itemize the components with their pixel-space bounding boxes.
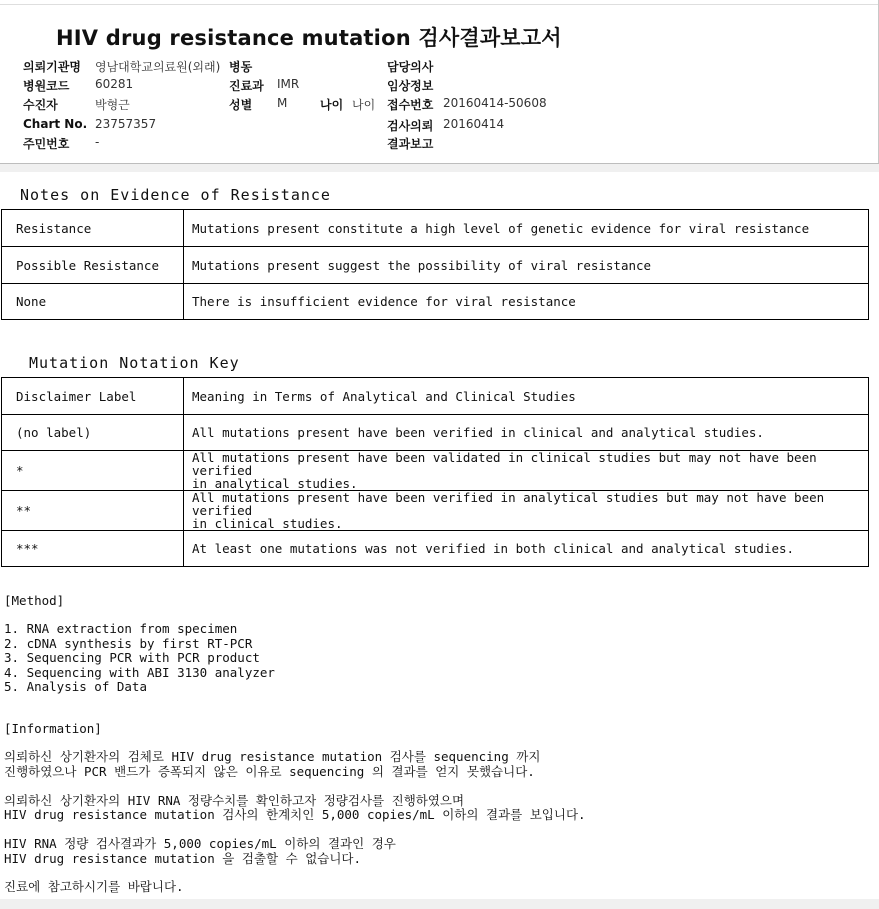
key-header-text: Meaning in Terms of Analytical and Clinical Studies bbox=[184, 378, 869, 415]
method-heading: [Method] bbox=[4, 593, 65, 608]
notes-text-cell: Mutations present suggest the possibility of viral resistance bbox=[184, 247, 869, 284]
information-heading: [Information] bbox=[4, 721, 102, 736]
key-label-cell: * bbox=[2, 451, 184, 491]
header-top-divider bbox=[0, 4, 879, 5]
request-date-label: 검사의뢰 bbox=[387, 119, 434, 133]
method-item: 3. Sequencing PCR with PCR product bbox=[4, 650, 260, 665]
key-text-line: All mutations present have been validated in clinical studies but may not have been verified bbox=[192, 450, 817, 478]
table-row bbox=[2, 531, 869, 567]
table-row bbox=[2, 415, 869, 451]
report-title: HIV drug resistance mutation 검사결과보고서 bbox=[56, 26, 562, 50]
request-date-value: 20160414 bbox=[443, 117, 505, 131]
info-closing-line: 진료에 참고하시기를 바랍니다. bbox=[4, 879, 184, 894]
receipt-no-label: 접수번호 bbox=[387, 98, 434, 112]
key-text-line: in analytical studies. bbox=[192, 476, 358, 491]
doctor-label: 담당의사 bbox=[387, 60, 434, 74]
table-row bbox=[2, 210, 869, 247]
table-row bbox=[2, 284, 869, 320]
notes-table bbox=[1, 209, 869, 320]
hospital-code-label: 병원코드 bbox=[23, 79, 70, 93]
chart-no-label: Chart No. bbox=[23, 117, 88, 131]
age-label: 나이 bbox=[320, 98, 344, 112]
department-label: 진료과 bbox=[229, 79, 264, 93]
age-value: 나이 bbox=[352, 98, 376, 112]
info-paragraph-line: 의뢰하신 상기환자의 HIV RNA 정량수치를 확인하고자 정량검사를 진행하였으며 bbox=[4, 793, 465, 808]
info-paragraph-line: HIV drug resistance mutation 검사의 한계치인 5,000 copies/mL 이하의 결과를 보입니다. bbox=[4, 807, 586, 822]
key-header-label: Disclaimer Label bbox=[2, 378, 184, 415]
report-label: 결과보고 bbox=[387, 137, 434, 151]
notes-section-title: Notes on Evidence of Resistance bbox=[20, 186, 331, 204]
sex-label: 성별 bbox=[229, 98, 253, 112]
table-row bbox=[2, 451, 869, 491]
ward-label: 병동 bbox=[229, 60, 253, 74]
notation-key-table bbox=[1, 377, 869, 567]
resident-no-value: - bbox=[95, 135, 100, 149]
receipt-no-value: 20160414-50608 bbox=[443, 96, 547, 110]
key-text-cell bbox=[184, 491, 869, 531]
key-text-cell: At least one mutations was not verified in both clinical and analytical studies. bbox=[184, 531, 869, 567]
notes-text-cell: There is insufficient evidence for viral resistance bbox=[184, 284, 869, 320]
notes-label-cell: Resistance bbox=[2, 210, 184, 247]
notes-label-cell: Possible Resistance bbox=[2, 247, 184, 284]
key-label-cell: (no label) bbox=[2, 415, 184, 451]
table-row bbox=[2, 491, 869, 531]
method-item: 1. RNA extraction from specimen bbox=[4, 621, 238, 636]
key-text-cell bbox=[184, 451, 869, 491]
key-label-cell: *** bbox=[2, 531, 184, 567]
method-item: 4. Sequencing with ABI 3130 analyzer bbox=[4, 664, 275, 680]
clinical-info-label: 임상정보 bbox=[387, 79, 434, 93]
notes-text-cell: Mutations present constitute a high level of genetic evidence for viral resistance bbox=[184, 210, 869, 247]
key-label-cell: ** bbox=[2, 491, 184, 531]
key-text-cell: All mutations present have been verified in clinical and analytical studies. bbox=[184, 415, 869, 451]
header-gap bbox=[0, 164, 879, 172]
chart-no-value: 23757357 bbox=[95, 117, 157, 131]
patient-value: 박형근 bbox=[95, 98, 130, 112]
method-item: 5. Analysis of Data bbox=[4, 679, 147, 694]
table-row bbox=[2, 247, 869, 284]
key-text-line: All mutations present have been verified in analytical studies but may not have been verified bbox=[192, 490, 825, 518]
hospital-code-value: 60281 bbox=[95, 77, 134, 91]
info-paragraph-line: 의뢰하신 상기환자의 검체로 HIV drug resistance mutation 검사를 sequencing 까지 bbox=[4, 749, 541, 764]
info-paragraph-line: HIV drug resistance mutation 을 검출할 수 없습니다. bbox=[4, 851, 362, 866]
info-paragraph-line: HIV RNA 정량 검사결과가 5,000 copies/mL 이하의 결과인 경우 bbox=[4, 836, 396, 851]
key-section-title: Mutation Notation Key bbox=[29, 354, 240, 372]
table-header-row bbox=[2, 378, 869, 415]
notes-label-cell: None bbox=[2, 284, 184, 320]
key-text-line: in clinical studies. bbox=[192, 516, 343, 531]
resident-no-label: 주민번호 bbox=[23, 137, 70, 151]
method-item: 2. cDNA synthesis by first RT-PCR bbox=[4, 635, 253, 651]
report-header bbox=[0, 0, 879, 164]
patient-label: 수진자 bbox=[23, 98, 58, 112]
sex-value: M bbox=[277, 96, 288, 110]
bottom-margin bbox=[0, 899, 879, 909]
institution-value: 영남대학교의료원(외래) bbox=[95, 60, 221, 74]
department-value: IMR bbox=[277, 77, 300, 91]
institution-label: 의뢰기관명 bbox=[23, 60, 81, 74]
info-paragraph-line: 진행하였으나 PCR 밴드가 증폭되지 않은 이유로 sequencing 의 결과를 얻지 못했습니다. bbox=[4, 764, 535, 779]
